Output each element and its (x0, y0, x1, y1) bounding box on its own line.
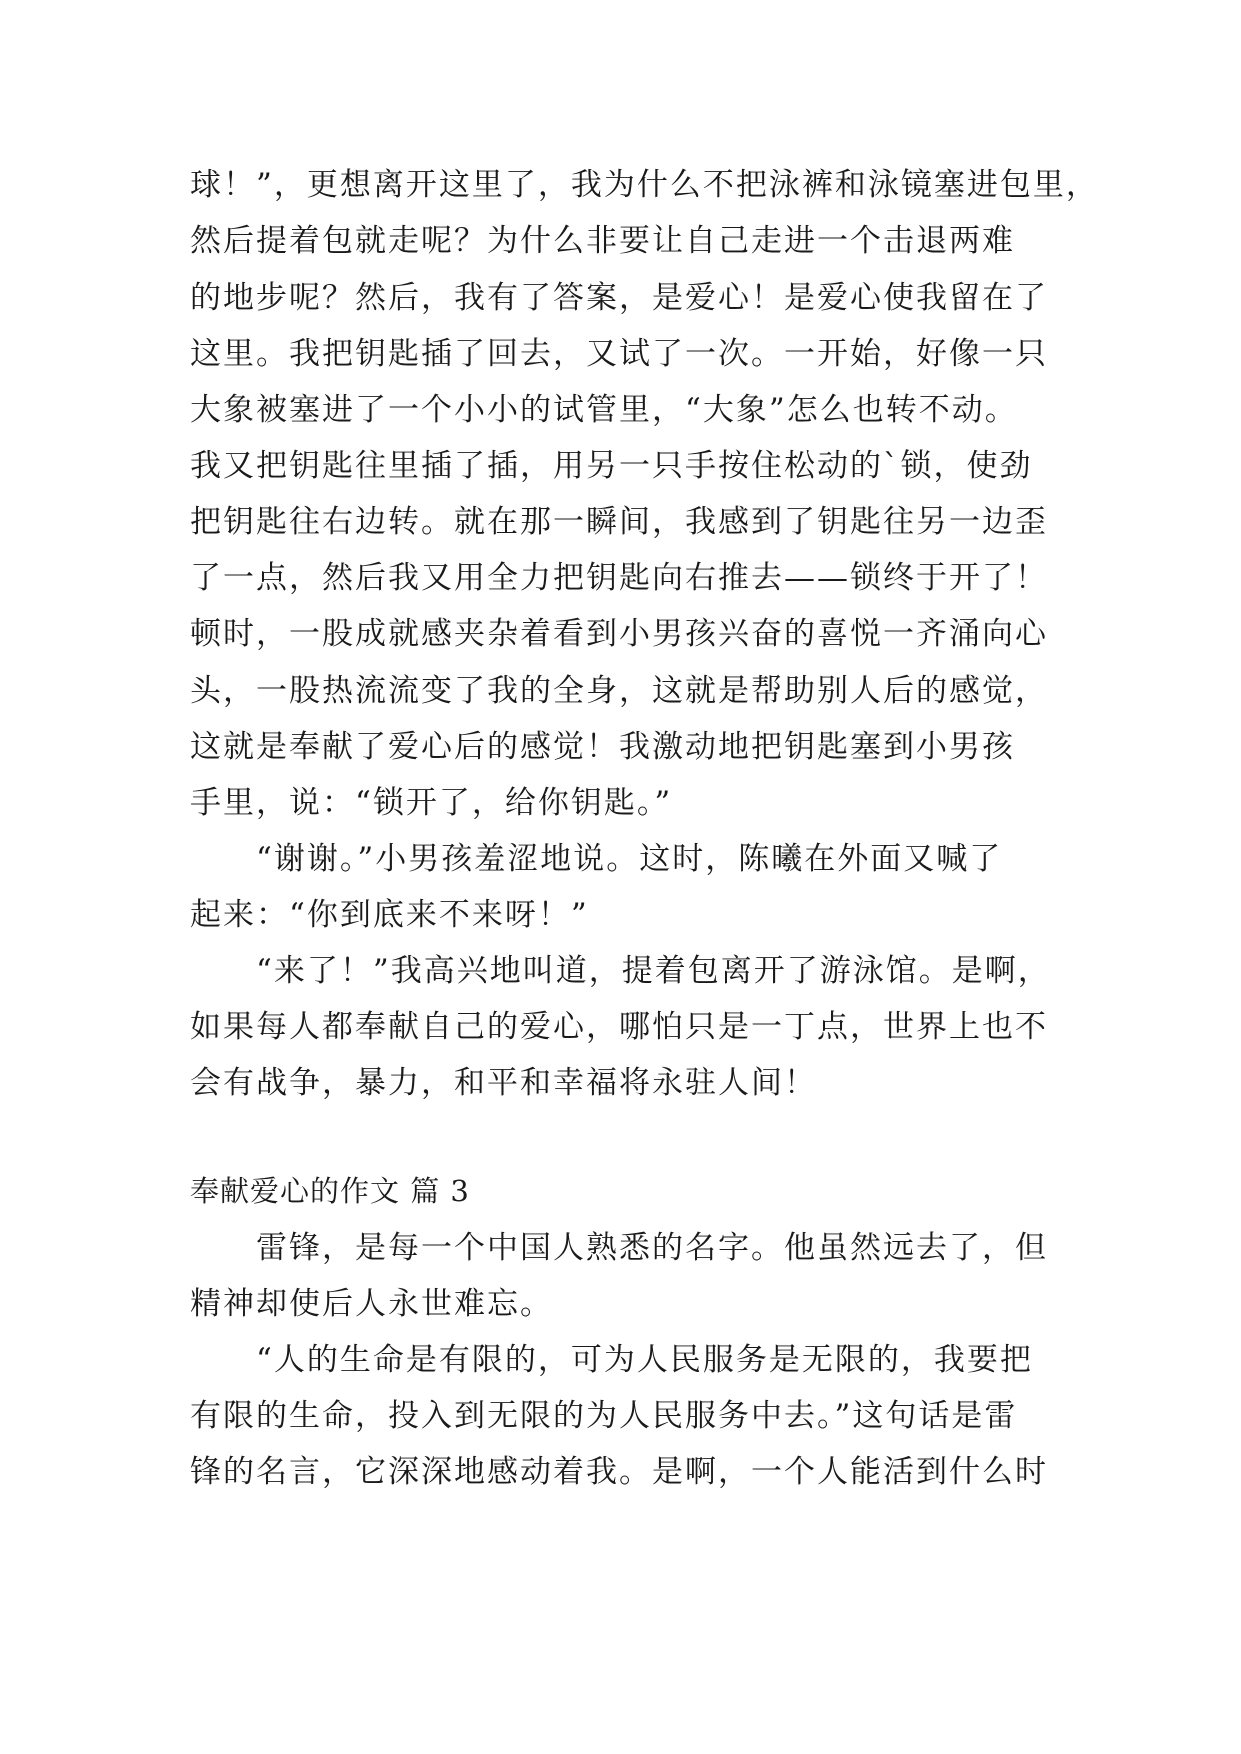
body-line: 我又把钥匙往里插了插，用另一只手按住松动的`锁，使劲 (190, 448, 1033, 484)
body-line: 了一点，然后我又用全力把钥匙向右推去——锁终于开了！ (190, 560, 1048, 596)
body-line: 球！”，更想离开这里了，我为什么不把泳裤和泳镜塞进包里， (190, 167, 1099, 203)
body-line: 手里，说：“锁开了，给你钥匙。” (190, 785, 673, 821)
body-line: 顿时，一股成就感夹杂着看到小男孩兴奋的喜悦一齐涌向心 (190, 616, 1048, 652)
body-line: 雷锋，是每一个中国人熟悉的名字。他虽然远去了，但 (256, 1230, 1048, 1266)
body-line: 这就是奉献了爱心后的感觉！我激动地把钥匙塞到小男孩 (190, 729, 1015, 765)
body-line: 头，一股热流流变了我的全身，这就是帮助别人后的感觉， (190, 673, 1048, 709)
section-heading: 奉献爱心的作文 篇 3 (190, 1174, 470, 1208)
body-line: 精神却使后人永世难忘。 (190, 1286, 553, 1322)
body-line: 的地步呢？然后，我有了答案，是爱心！是爱心使我留在了 (190, 280, 1048, 316)
body-line: “来了！”我高兴地叫道，提着包离开了游泳馆。是啊， (256, 953, 1051, 989)
body-line: 有限的生命，投入到无限的为人民服务中去。”这句话是雷 (190, 1398, 1018, 1434)
body-line: 如果每人都奉献自己的爱心，哪怕只是一丁点，世界上也不 (190, 1009, 1048, 1045)
body-line: 然后提着包就走呢？为什么非要让自己走进一个击退两难 (190, 223, 1015, 259)
body-line: 起来：“你到底来不来呀！” (190, 897, 589, 933)
body-line: “人的生命是有限的，可为人民服务是无限的，我要把 (256, 1342, 1033, 1378)
body-line: 会有战争，暴力，和平和幸福将永驻人间！ (190, 1065, 817, 1101)
body-line: 这里。我把钥匙插了回去，又试了一次。一开始，好像一只 (190, 336, 1048, 372)
body-line: 锋的名言，它深深地感动着我。是啊，一个人能活到什么时 (190, 1454, 1048, 1490)
body-line: “谢谢。”小男孩羞涩地说。这时，陈曦在外面又喊了 (256, 841, 1003, 877)
body-line: 大象被塞进了一个小小的试管里，“大象”怎么也转不动。 (190, 392, 1018, 428)
body-line: 把钥匙往右边转。就在那一瞬间，我感到了钥匙往另一边歪 (190, 504, 1048, 540)
